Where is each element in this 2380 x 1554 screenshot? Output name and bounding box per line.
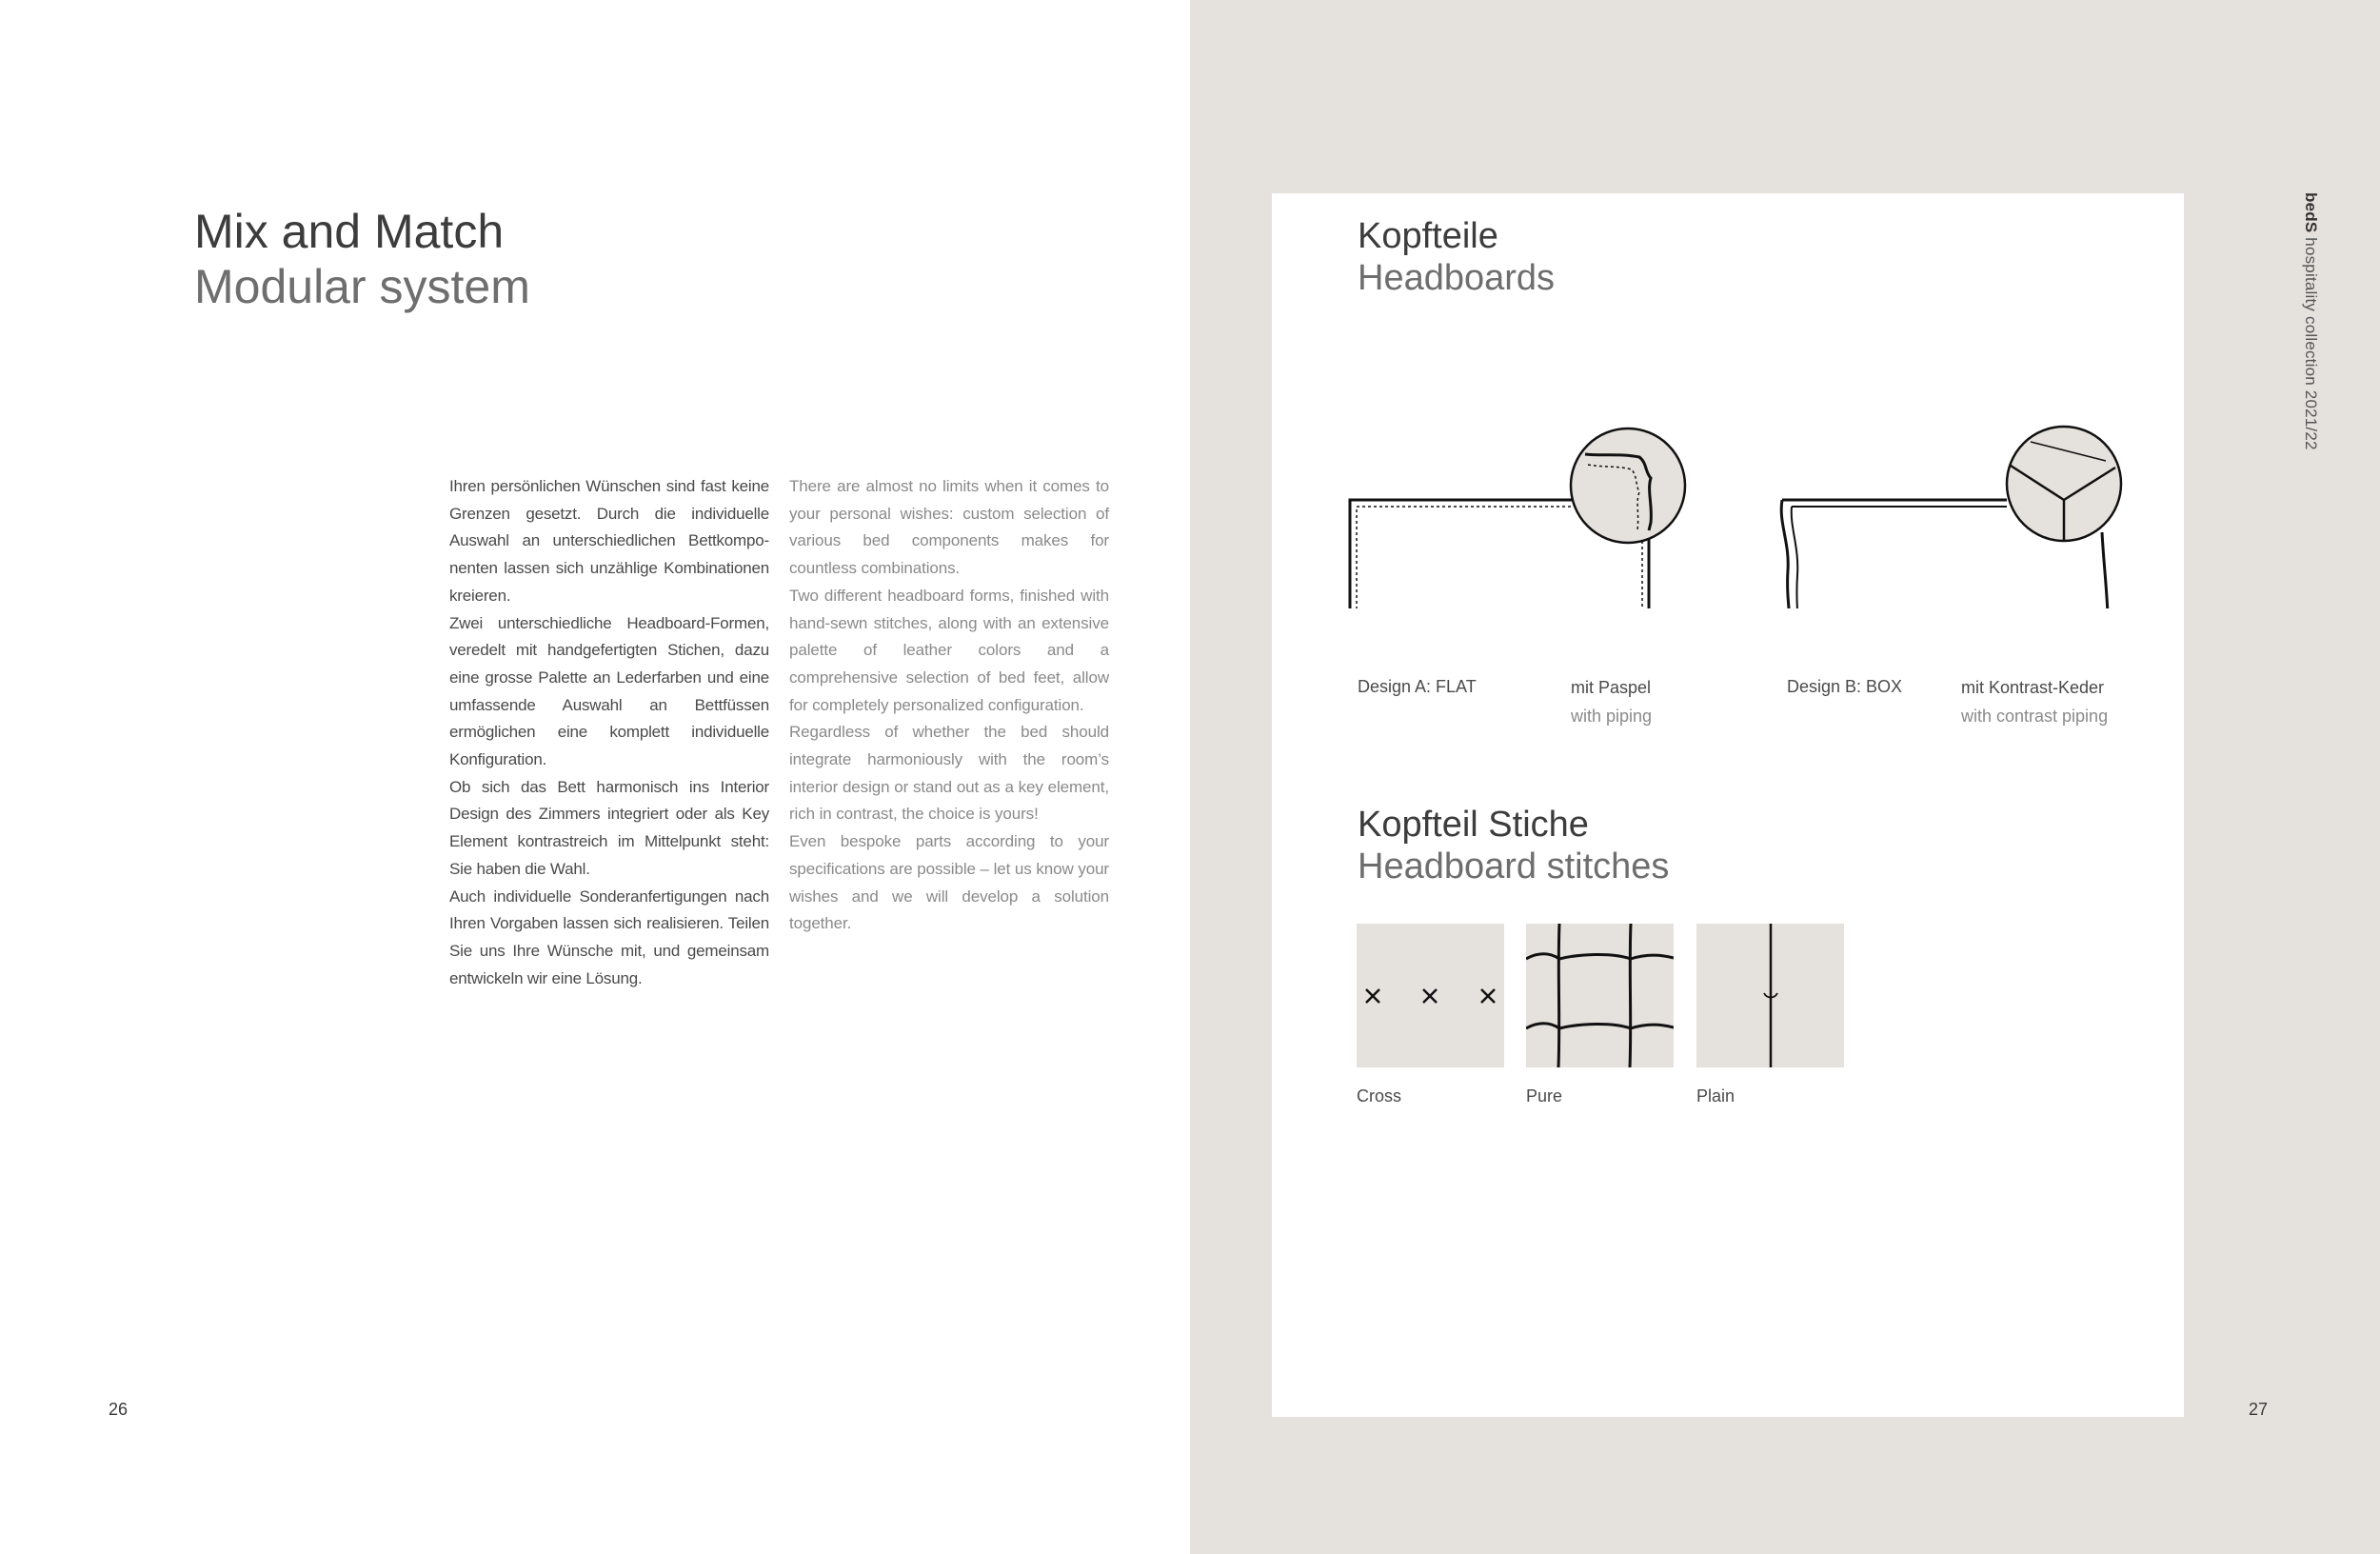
pure-stitch-label: Pure (1526, 1086, 1563, 1106)
title-line-1: Mix and Match (194, 205, 505, 258)
english-paragraph: Regardless of whether the bed should integrate harmoniously with the room’s interior design or stand out as a key element, rich in contrast, the choice is yours! (789, 723, 1109, 824)
design-a-label: Design A: FLAT (1358, 677, 1477, 696)
page-number-right: 27 (2249, 1400, 2269, 1419)
pure-stitch-swatch (1526, 924, 1674, 1067)
design-b-detail-de: mit Kontrast-Keder (1961, 678, 2105, 697)
stitches-title-de: Kopfteil Stiche (1358, 805, 1589, 845)
design-a-flat-illustration (1348, 418, 1710, 608)
german-text-column (449, 473, 769, 992)
stitches-title-en: Headboard stitches (1358, 847, 1670, 887)
stitches-title (1358, 804, 1669, 887)
design-b-detail-en: with contrast piping (1961, 707, 2109, 726)
plain-stitch-label: Plain (1696, 1086, 1735, 1106)
page-number-left: 26 (109, 1400, 129, 1419)
headboards-title-de: Kopfteile (1358, 216, 1498, 256)
collection-caption (2301, 192, 2320, 450)
german-paragraph: Auch individuelle Sonderanfertigungen nach Ihren Vorgaben lassen sich realisieren. Teilen Sie uns Ihre Wünsche mit, und gemeinsam entwickeln wir eine Lösung. (449, 887, 769, 987)
english-paragraph: Two different headboard forms, finished with hand-sewn stitches, along with an extensive palette of leather colors and a comprehensive selection of bed feet, allow for completely personalized configuration. (789, 586, 1109, 714)
collection-name: hospitality collection 2021/22 (2302, 232, 2320, 450)
german-paragraph: Ihren persönlichen Wünschen sind fast keine Grenzen gesetzt. Durch die individuelle Auswahl an unterschiedlichen Bettkompo-nenten lassen sich unzählige Kombinationen kreieren. (449, 477, 769, 605)
german-paragraph: Zwei unterschiedliche Headboard-Formen, veredelt mit handgefertigten Stichen, dazu eine grosse Palette an Lederfarben und eine umfassende Auswahl an Bettfüssen ermöglichen eine komplett individuelle Konfiguration. (449, 613, 769, 769)
design-a-detail (1571, 673, 1652, 730)
headboard-card (1272, 193, 2184, 1417)
page-title (194, 204, 530, 314)
design-b-box-illustration (1778, 418, 2140, 608)
german-paragraph: Ob sich das Bett harmonisch ins Interior Design des Zimmers integriert oder als Key Element kontrastreich im Mittelpunkt steht: Sie haben die Wahl. (449, 777, 769, 878)
headboards-title-en: Headboards (1358, 258, 1556, 298)
cross-stitch-swatch (1357, 924, 1504, 1067)
design-b-detail (1961, 673, 2108, 730)
headboards-title (1358, 215, 1555, 299)
plain-stitch-swatch (1696, 924, 1844, 1067)
design-a-detail-de: mit Paspel (1571, 678, 1652, 697)
design-a-detail-en: with piping (1571, 707, 1653, 726)
design-b-label: Design B: BOX (1787, 677, 1903, 696)
english-text-column (789, 473, 1109, 938)
brand-name: bedS (2302, 192, 2320, 233)
english-paragraph: There are almost no limits when it comes to your personal wishes: custom selection of various bed components makes for countless combinations. (789, 477, 1109, 578)
title-line-2: Modular system (194, 260, 530, 313)
cross-stitch-label: Cross (1357, 1086, 1402, 1106)
english-paragraph: Even bespoke parts according to your specifications are possible – let us know your wishes and we will develop a solution together. (789, 832, 1109, 933)
